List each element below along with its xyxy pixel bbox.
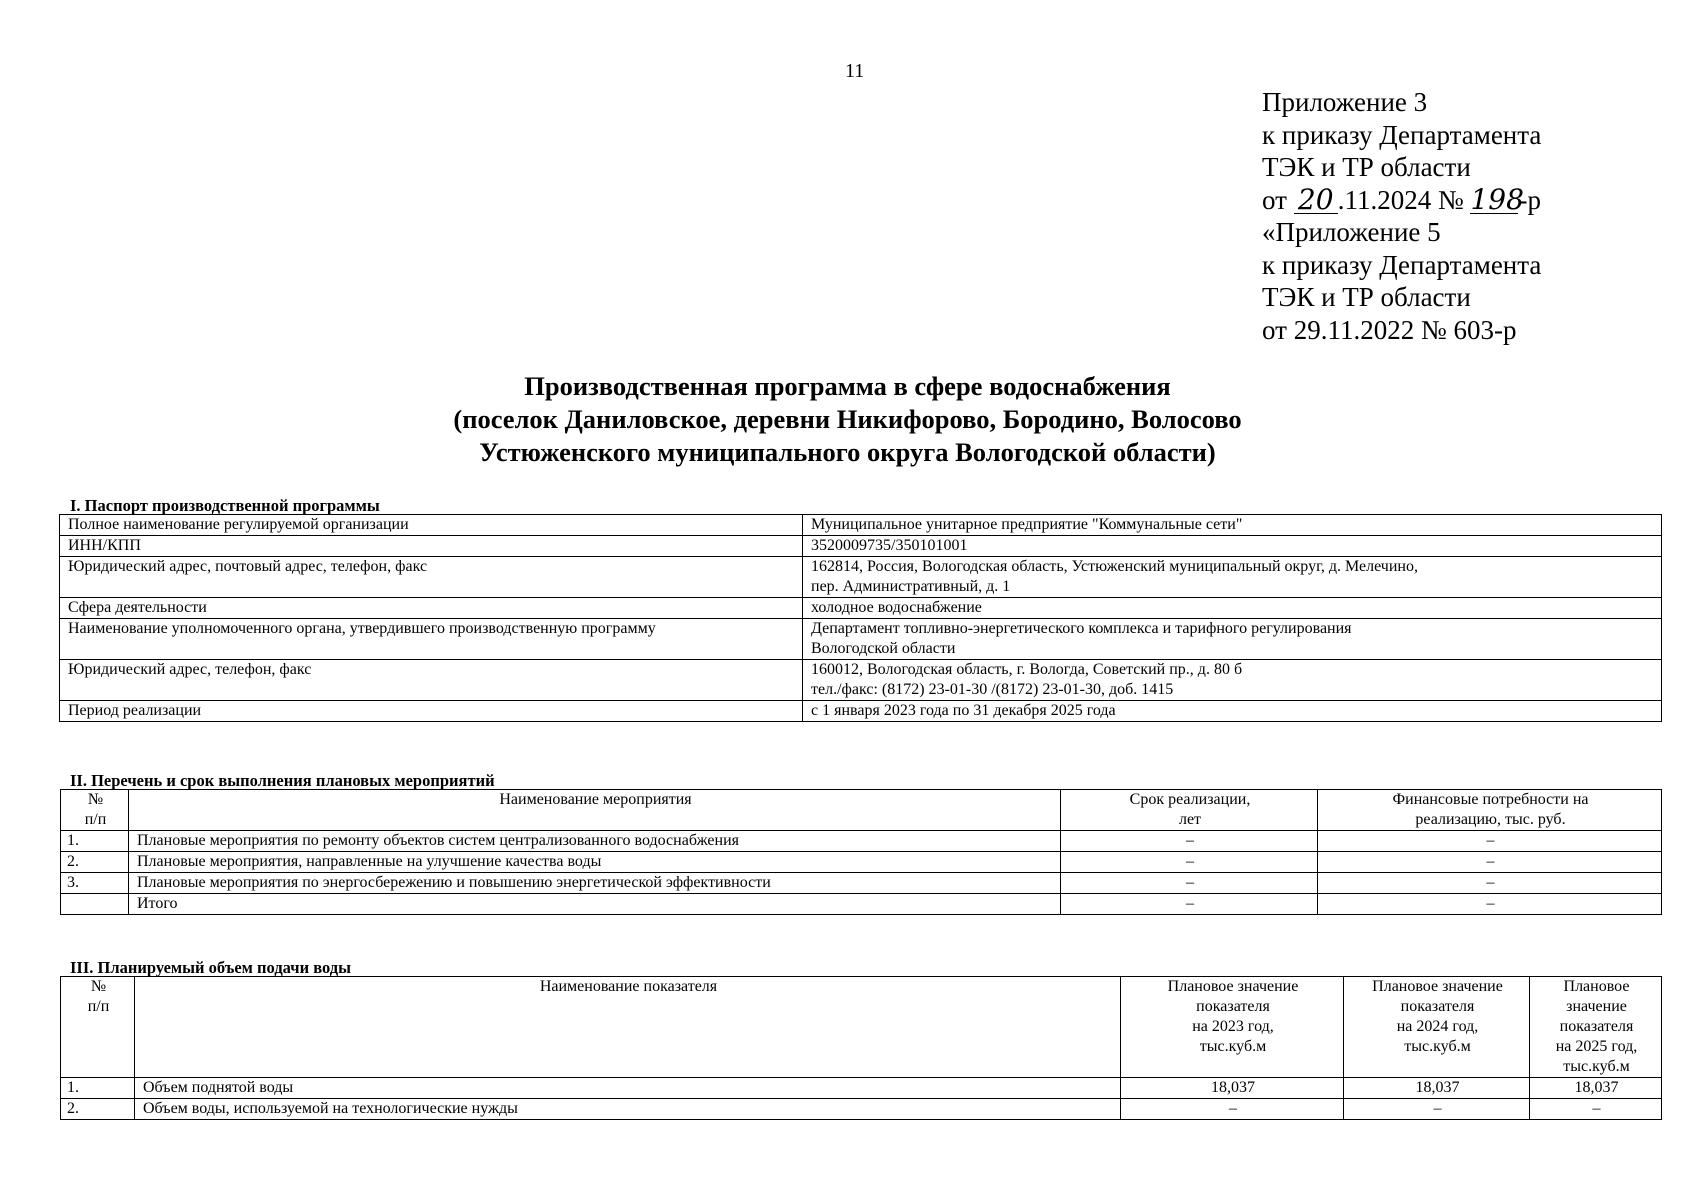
table-row — [60, 660, 1662, 701]
table-row — [60, 536, 1662, 557]
activity-finance: – — [1318, 873, 1662, 894]
passport-table — [59, 514, 1662, 722]
date-prefix: от — [1262, 184, 1287, 215]
table-row — [61, 852, 1662, 873]
header-indicator: Наименование показателя — [135, 977, 1121, 1078]
title-line: Производственная программа в сфере водоснабжения — [524, 371, 1171, 401]
handwritten-order-number: 198 — [1470, 182, 1524, 216]
passport-value-line: 162814, Россия, Вологодская область, Устюженский муниципальный округ, д. Мелечино, — [811, 558, 1418, 575]
value-2025: 18,037 — [1530, 1078, 1662, 1099]
passport-value — [803, 557, 1662, 598]
value-2023: – — [1121, 1099, 1344, 1120]
title-line: (поселок Даниловское, деревни Никифорово, Бородино, Волосово — [453, 404, 1242, 434]
appendix-order-date — [1262, 184, 1541, 217]
passport-value — [803, 536, 1662, 557]
section-3-heading: III. Планируемый объем подачи воды — [70, 958, 351, 977]
table-row — [61, 1078, 1662, 1099]
passport-label: Юридический адрес, телефон, факс — [60, 660, 803, 701]
value-2024: 18,037 — [1344, 1078, 1530, 1099]
table-row — [60, 701, 1662, 722]
value-2024: – — [1344, 1099, 1530, 1120]
appendix-block — [1262, 86, 1541, 346]
passport-label: Сфера деятельности — [60, 598, 803, 619]
row-number — [61, 894, 129, 915]
header-2024: Плановое значение показателя на 2024 год, тыс.куб.м — [1344, 977, 1530, 1078]
header-name: Наименование мероприятия — [129, 790, 1061, 831]
appendix-line: ТЭК и ТР области — [1262, 152, 1471, 182]
passport-value — [803, 660, 1662, 701]
passport-value-line: 3520009735/350101001 — [811, 537, 968, 554]
table-row — [61, 873, 1662, 894]
passport-value-line: пер. Административный, д. 1 — [811, 578, 1011, 595]
activity-term: – — [1061, 852, 1318, 873]
table-row — [61, 831, 1662, 852]
activity-finance: – — [1318, 852, 1662, 873]
activity-finance: – — [1318, 894, 1662, 915]
header-finance: Финансовые потребности на реализацию, тыс. руб. — [1318, 790, 1662, 831]
table-header-row — [61, 790, 1662, 831]
row-number: 2. — [61, 852, 129, 873]
handwritten-day: 20 — [1294, 187, 1338, 214]
passport-value — [803, 598, 1662, 619]
activity-name: Плановые мероприятия, направленные на улучшение качества воды — [129, 852, 1061, 873]
passport-label: ИНН/КПП — [60, 536, 803, 557]
passport-value — [803, 515, 1662, 536]
activity-term: – — [1061, 831, 1318, 852]
passport-value-line: холодное водоснабжение — [811, 599, 982, 616]
appendix-line: ТЭК и ТР области — [1262, 282, 1471, 312]
activity-name: Плановые мероприятия по энергосбережению и повышению энергетической эффективности — [129, 873, 1061, 894]
document-title — [0, 370, 1695, 469]
passport-value-line: Департамент топливно-энергетического комплекса и тарифного регулирования — [811, 620, 1352, 637]
section-2-heading: II. Перечень и срок выполнения плановых мероприятий — [70, 771, 495, 790]
header-2023: Плановое значение показателя на 2023 год, тыс.куб.м — [1121, 977, 1344, 1078]
table-header-row — [61, 977, 1662, 1078]
header-term: Срок реализации, лет — [1061, 790, 1318, 831]
water-volume-table — [60, 976, 1662, 1120]
section-1-heading: I. Паспорт производственной программы — [70, 496, 380, 515]
header-2025: Плановое значение показателя на 2025 год, тыс.куб.м — [1530, 977, 1662, 1078]
value-2025: – — [1530, 1099, 1662, 1120]
date-rest: .11.2024 № — [1337, 184, 1464, 215]
passport-value-line: Муниципальное унитарное предприятие "Коммунальные сети" — [811, 516, 1243, 533]
passport-value — [803, 619, 1662, 660]
passport-label: Наименование уполномоченного органа, утвердившего производственную программу — [60, 619, 803, 660]
page-number: 11 — [845, 60, 865, 82]
appendix-line: от 29.11.2022 № 603-р — [1262, 314, 1517, 345]
appendix-line: к приказу Департамента — [1262, 119, 1542, 150]
value-2023: 18,037 — [1121, 1078, 1344, 1099]
passport-value-line: с 1 января 2023 года по 31 декабря 2025 года — [811, 702, 1116, 719]
passport-label: Полное наименование регулируемой организации — [60, 515, 803, 536]
title-line: Устюженского муниципального округа Вологодской области) — [479, 437, 1216, 467]
activity-finance: – — [1318, 831, 1662, 852]
indicator-name: Объем воды, используемой на технологические нужды — [135, 1099, 1121, 1120]
indicator-name: Объем поднятой воды — [135, 1078, 1121, 1099]
table-row — [61, 894, 1662, 915]
passport-value-line: 160012, Вологодская область, г. Вологда, Советский пр., д. 80 б — [811, 661, 1243, 678]
passport-label: Юридический адрес, почтовый адрес, телефон, факс — [60, 557, 803, 598]
order-suffix: -р — [1518, 184, 1541, 215]
row-number: 1. — [61, 831, 129, 852]
table-row — [60, 557, 1662, 598]
activity-name: Плановые мероприятия по ремонту объектов систем централизованного водоснабжения — [129, 831, 1061, 852]
activity-term: – — [1061, 894, 1318, 915]
passport-value-line: Вологодской области — [811, 640, 956, 657]
header-num: № п/п — [61, 977, 135, 1078]
header-num: № п/п — [61, 790, 129, 831]
appendix-line: Приложение 3 — [1262, 87, 1428, 117]
activity-name: Итого — [129, 894, 1061, 915]
row-number: 1. — [61, 1078, 135, 1099]
activities-table — [60, 789, 1662, 915]
row-number: 3. — [61, 873, 129, 894]
table-row — [61, 1099, 1662, 1120]
activity-term: – — [1061, 873, 1318, 894]
passport-value — [803, 701, 1662, 722]
appendix-line: к приказу Департамента — [1262, 249, 1542, 280]
row-number: 2. — [61, 1099, 135, 1120]
passport-label: Период реализации — [60, 701, 803, 722]
table-row — [60, 515, 1662, 536]
table-row — [60, 619, 1662, 660]
appendix-line: «Приложение 5 — [1262, 217, 1441, 247]
passport-value-line: тел./факс: (8172) 23-01-30 /(8172) 23-01-30, доб. 1415 — [811, 681, 1174, 698]
table-row — [60, 598, 1662, 619]
